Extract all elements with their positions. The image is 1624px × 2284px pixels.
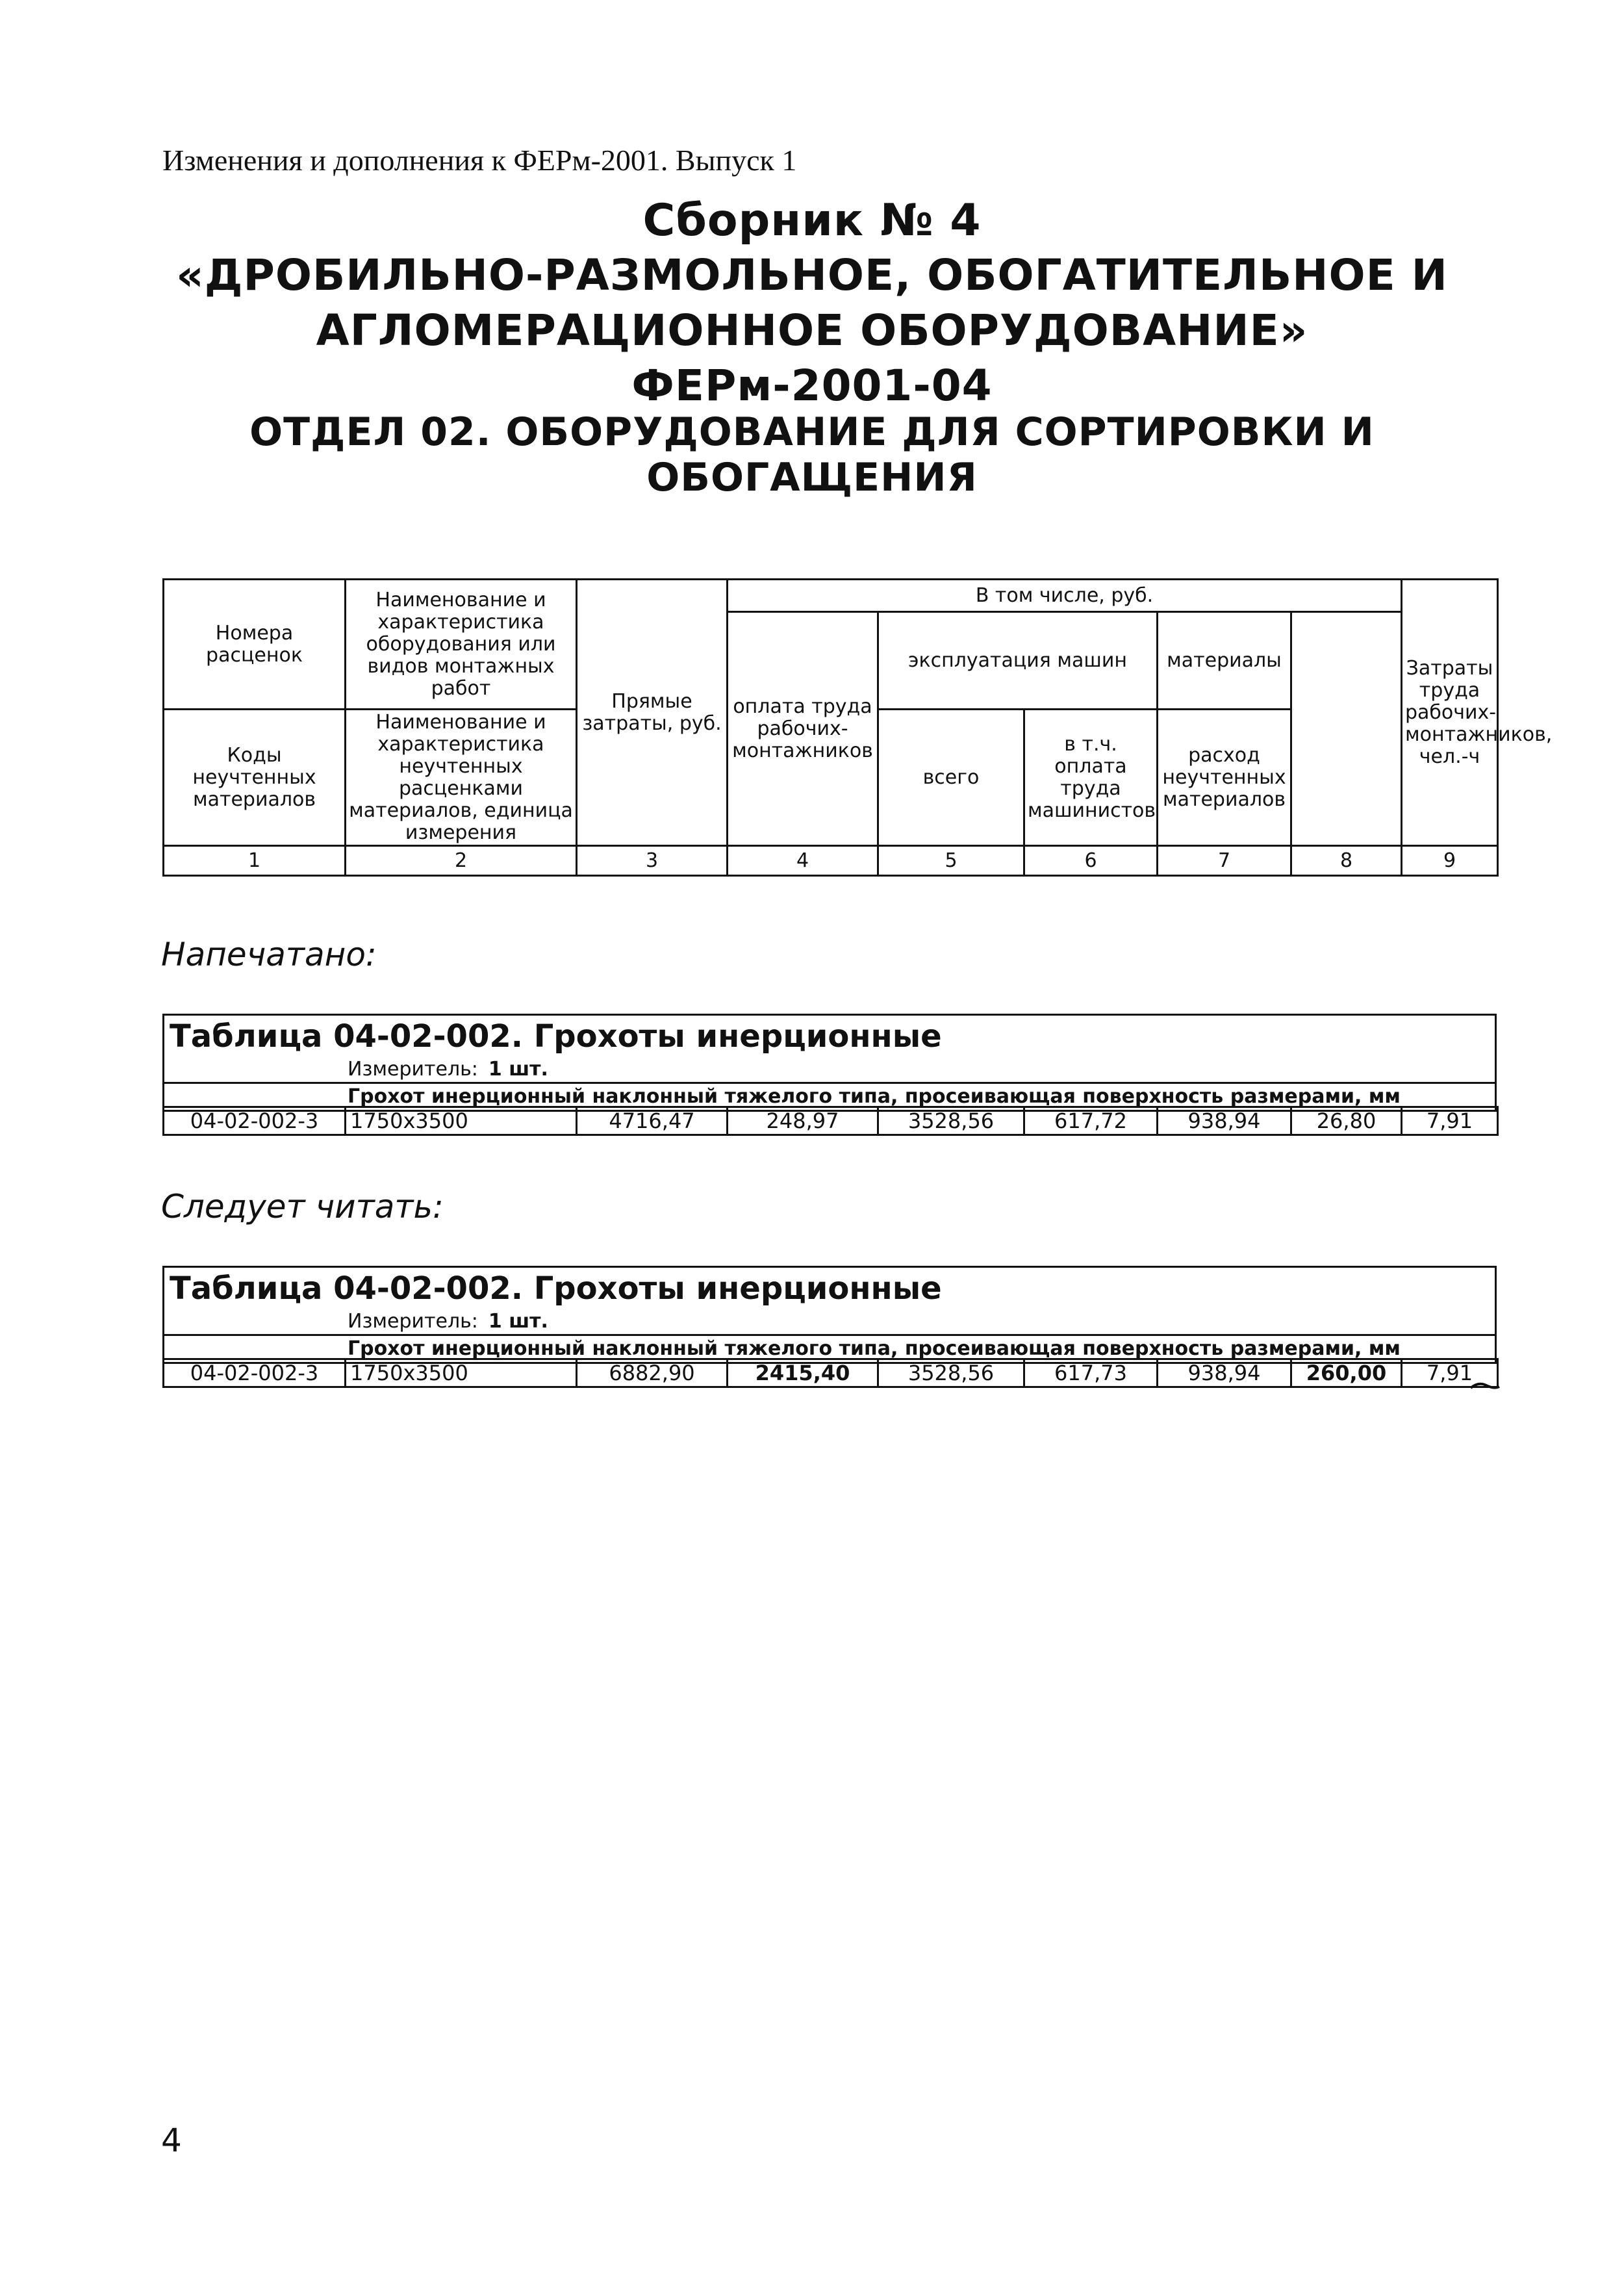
column-number: 8: [1291, 846, 1402, 876]
header-name-works: Наименование и характеристика оборудования или видов монтажных работ: [346, 580, 577, 710]
direct-costs-cell: 6882,90: [577, 1359, 728, 1387]
printed-table-title: Таблица 04-02-002. Грохоты инерционные: [170, 1018, 942, 1055]
corrected-unit-label: Измеритель:: [348, 1310, 478, 1333]
mass-cell: 7,91: [1402, 1107, 1498, 1135]
column-number: 6: [1024, 846, 1158, 876]
table-row: [164, 1107, 1498, 1135]
header-materials: материалы: [1158, 612, 1291, 710]
printed-label: Напечатано:: [161, 936, 377, 973]
rate-code-cell: 04-02-002-3: [164, 1359, 346, 1387]
column-number: 4: [728, 846, 878, 876]
printed-data-table: [162, 1106, 1499, 1136]
wage-cell: 2415,40: [728, 1359, 878, 1387]
item-size-cell: 1750x3500: [346, 1107, 577, 1135]
rate-code-cell: 04-02-002-3: [164, 1107, 346, 1135]
item-size-cell: 1750x3500: [346, 1359, 577, 1387]
header-labor: Затраты труда рабочих-монтажников, чел.-ч: [1402, 580, 1498, 846]
header-name-materials: Наименование и характеристика неучтенных расценками материалов, единица измерения: [346, 710, 577, 846]
column-number: 7: [1158, 846, 1291, 876]
column-number: 9: [1402, 846, 1498, 876]
labor-cell: 26,80: [1291, 1107, 1402, 1135]
corrected-table-title: Таблица 04-02-002. Грохоты инерционные: [170, 1270, 942, 1307]
header-machines: эксплуатация машин: [878, 612, 1158, 710]
direct-costs-cell: 4716,47: [577, 1107, 728, 1135]
printed-unit: [164, 1057, 1495, 1082]
corrected-item-name: Грохот инерционный наклонный тяжелого типа, просеивающая поверхность размерами, мм: [164, 1334, 1495, 1362]
machines-total-cell: 3528,56: [878, 1359, 1024, 1387]
header-unaccounted-codes: Коды неучтенных материалов: [164, 710, 346, 846]
collection-title: Сборник № 4: [642, 195, 982, 246]
header-machines-total: всего: [878, 710, 1024, 846]
materials-cell: 938,94: [1158, 1359, 1291, 1387]
machines-total-cell: 3528,56: [878, 1107, 1024, 1135]
columns-header-table: [162, 578, 1553, 877]
header-rate-numbers: Номера расценок: [164, 580, 346, 710]
header-materials-consumption: расход неучтенных материалов: [1158, 710, 1291, 846]
corrected-label: Следует читать:: [161, 1188, 444, 1225]
column-number: 3: [577, 846, 728, 876]
wage-cell: 248,97: [728, 1107, 878, 1135]
header-wage: оплата труда рабочих-монтажников: [728, 612, 878, 846]
collection-name-line-1: «ДРОБИЛЬНО-РАЗМОЛЬНОЕ, ОБОГАТИТЕЛЬНОЕ И: [176, 250, 1448, 300]
header-including: В том числе, руб.: [728, 580, 1402, 612]
column-number: 2: [346, 846, 577, 876]
section-title-line-1: ОТДЕЛ 02. ОБОРУДОВАНИЕ ДЛЯ СОРТИРОВКИ И: [249, 409, 1375, 455]
header-direct-costs: Прямые затраты, руб.: [577, 580, 728, 846]
printed-table-box: [162, 1014, 1497, 1112]
machines-wage-cell: 617,72: [1024, 1107, 1158, 1135]
page-number: 4: [161, 2122, 182, 2159]
collection-name-line-2: АГЛОМЕРАЦИОННОЕ ОБОРУДОВАНИЕ»: [316, 305, 1308, 355]
header-machines-wage: в т.ч. оплата труда машинистов: [1024, 710, 1158, 846]
labor-cell: 260,00: [1291, 1359, 1402, 1387]
printed-unit-label: Измеритель:: [348, 1058, 478, 1081]
document-header: Изменения и дополнения к ФЕРм-2001. Выпуск 1: [162, 144, 797, 177]
column-number: 1: [164, 846, 346, 876]
materials-cell: 938,94: [1158, 1107, 1291, 1135]
column-number: 5: [878, 846, 1024, 876]
correction-mark-icon: [1469, 1379, 1501, 1393]
corrected-data-table: [162, 1358, 1499, 1388]
corrected-unit-value: 1 шт.: [488, 1310, 548, 1333]
corrected-table-box: [162, 1266, 1497, 1364]
printed-item-name: Грохот инерционный наклонный тяжелого типа, просеивающая поверхность размерами, мм: [164, 1082, 1495, 1110]
printed-unit-value: 1 шт.: [488, 1058, 548, 1081]
machines-wage-cell: 617,73: [1024, 1359, 1158, 1387]
corrected-unit: [164, 1309, 1495, 1334]
section-title-line-2: ОБОГАЩЕНИЯ: [646, 455, 978, 500]
table-row: [164, 1359, 1498, 1387]
mass-cell: 7,91: [1402, 1359, 1498, 1387]
collection-code: ФЕРм-2001-04: [631, 361, 993, 411]
